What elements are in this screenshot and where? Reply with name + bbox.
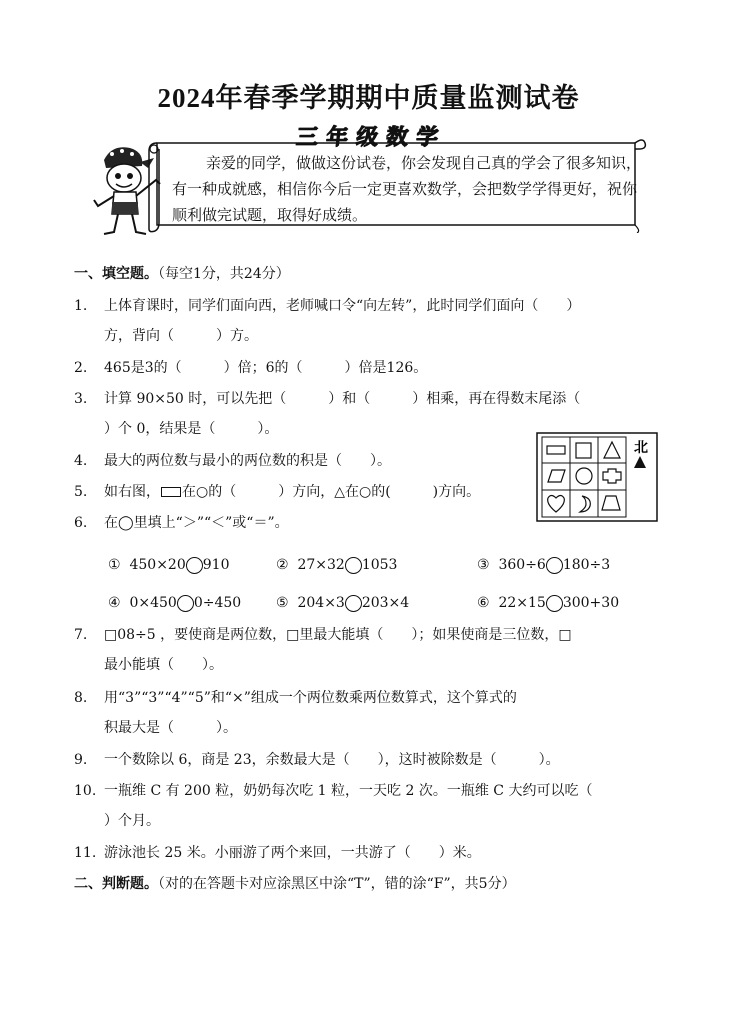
compare-item: ⑥ 22×15 300+30 [477,595,620,611]
section2-heading: 二、判断题。（对的在答题卡对应涂黑区中涂“T”，错的涂“F”，共5分） [74,876,516,892]
question-8-line2: 积最大是（ ）。 [104,720,237,736]
question-number: 6. [74,515,88,531]
compare-item: ⑤ 204×3 203×4 [276,595,410,611]
question-9-line1: 一个数除以 6，商是 23，余数最大是（ ），这时被除数是（ ）。 [104,752,560,768]
page-subtitle: 三年级数学 [294,124,448,150]
question-2-line1: 465是3的（ ）倍；6的（ ）倍是126。 [104,360,428,376]
question-5-line1: 如右图， 在○的（ ）方向，△在○的( )方向。 [104,484,481,500]
question-number: 11. [74,845,97,861]
rectangle-icon [161,487,181,497]
compare-item: ② 27×32 1053 [276,557,398,573]
question-10-line1: 一瓶维 C 有 200 粒，奶奶每次吃 1 粒，一天吃 2 次。一瓶维 C 大约可以吃（ [104,783,593,799]
question-number: 5. [74,484,88,500]
question-number: 9. [74,752,88,768]
question-number: 4. [74,453,88,469]
question-7-line1: □08÷5 ，要使商是两位数，□里最大能填（ ）；如果使商是三位数，□ [104,627,572,643]
north-label: 北 [634,440,648,456]
question-number: 7. [74,627,88,643]
circle-blank-icon[interactable] [345,595,362,612]
compare-item: ③ 360÷6 180÷3 [477,557,611,573]
question-3-line2: ）个 0，结果是（ ）。 [104,421,279,437]
question-number: 10. [74,783,97,799]
question-1-line1: 上体育课时，同学们面向西，老师喊口令“向左转”，此时同学们面向（ ） [104,298,581,314]
question-number: 2. [74,360,88,376]
question-10-line2: ）个月。 [104,813,160,829]
question-1-line2: 方，背向（ ）方。 [104,328,258,344]
section1-heading: 一、填空题。（每空1分，共24分） [74,266,290,282]
question-3-line1: 计算 90×50 时，可以先把（ ）和（ ）相乘，再在得数末尾添（ [104,391,581,407]
question-7-line2: 最小能填（ ）。 [104,657,223,673]
direction-grid-figure [536,432,658,522]
question-number: 1. [74,298,88,314]
question-number: 8. [74,690,88,706]
circle-blank-icon[interactable] [186,557,203,574]
question-number: 3. [74,391,88,407]
compare-item: ④ 0×450 0÷450 [108,595,242,611]
circle-blank-icon[interactable] [177,595,194,612]
question-11-line1: 游泳池长 25 米。小丽游了两个来回，一共游了（ ）米。 [104,845,481,861]
north-arrow-icon [634,456,646,468]
question-6-line1: 在◯里填上“＞”“＜”或“＝”。 [104,515,289,531]
circle-blank-icon[interactable] [546,557,563,574]
intro-text: 亲爱的同学，做做这份试卷，你会发现自己真的学会了很多知识，有一种成就感，相信你今后一定更喜欢数学，会把数学学得更好，祝你顺利做完试题，取得好成绩。 [172,154,642,224]
question-8-line1: 用“3”“3”“4”“5”和“×”组成一个两位数乘两位数算式，这个算式的 [104,690,517,706]
question-4-line1: 最大的两位数与最小的两位数的积是（ ）。 [104,453,391,469]
compare-item: ① 450×20 910 [108,557,230,573]
circle-blank-icon[interactable] [546,595,563,612]
circle-blank-icon[interactable] [345,557,362,574]
page-title: 2024年春季学期期中质量监测试卷 [157,83,580,113]
